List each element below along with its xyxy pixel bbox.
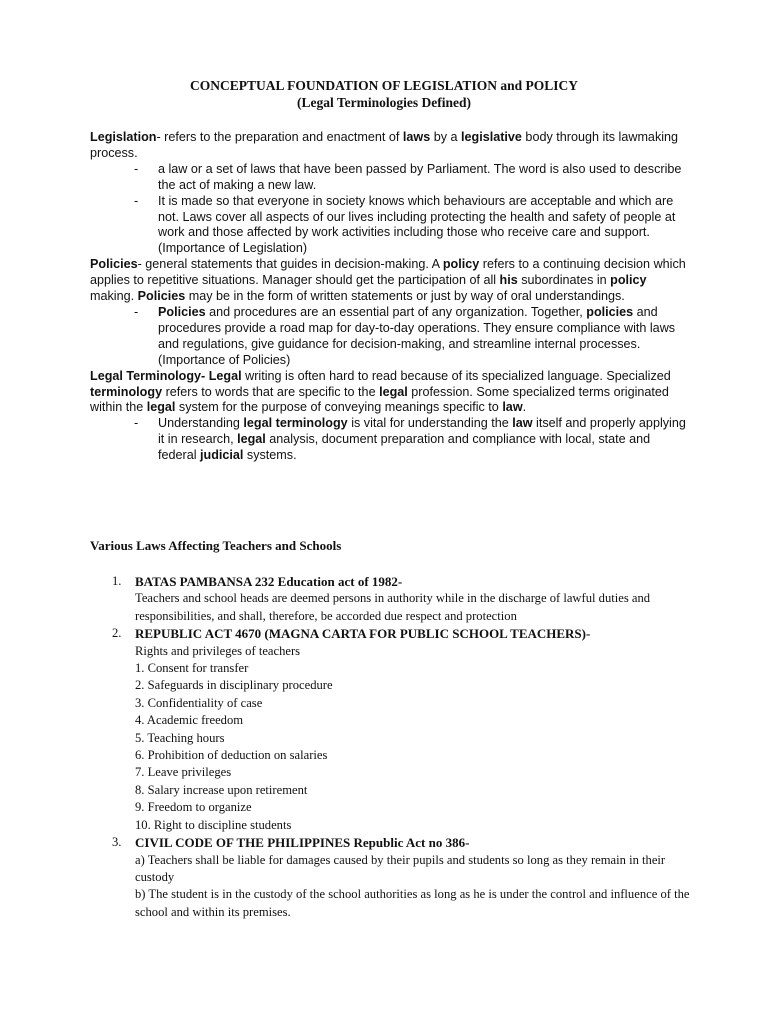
legal-terminology-term: Legal Terminology xyxy=(90,368,202,383)
rights-list xyxy=(135,660,690,834)
dash-marker: - xyxy=(134,193,139,208)
list-item: 4. Academic freedom xyxy=(135,713,244,728)
law-text: Rights and privileges of teachers xyxy=(135,643,301,658)
legislation-definition: Legislation- refers to the preparation and enactment of laws by a legislative body through its lawmaking process. xyxy=(90,130,679,160)
law-title: REPUBLIC ACT 4670 (MAGNA CARTA FOR PUBLIC SCHOOL TEACHERS)- xyxy=(135,626,591,642)
legislation-term: Legislation xyxy=(90,130,157,144)
list-item: 8. Salary increase upon retirement xyxy=(135,782,308,797)
law-item-3 xyxy=(90,834,690,921)
law-text: Teachers and school heads are deemed persons in authority while in the discharge of lawful duties and responsibilities, and shall, therefore, be accorded due respect and protection xyxy=(135,591,651,623)
dash-marker: - xyxy=(134,161,139,176)
law-number: 2. xyxy=(112,626,122,641)
legal-terminology-bullet: - Understanding legal terminology is vital for understanding the law itself and properly applying it in research, legal analysis, document preparation and compliance with local, state and federal judicial systems. xyxy=(134,416,686,463)
document-title: CONCEPTUAL FOUNDATION OF LEGISLATION and POLICY xyxy=(190,78,578,93)
list-item: 3. Confidentiality of case xyxy=(135,695,263,710)
law-text-b: b) The student is in the custody of the school authorities as long as he is under the control and influence of the school and within its premises. xyxy=(135,887,690,919)
law-title: CIVIL CODE OF THE PHILIPPINES Republic Act no 386- xyxy=(135,835,470,851)
legislation-bullet-2: - It is made so that everyone in society knows which behaviours are acceptable and which are not. Laws cover all aspects of our lives including protecting the health and safety of people at work and those affected by work activities including those who receive care and support. (Importance of Legislation) xyxy=(134,193,676,256)
list-item: 7. Leave privileges xyxy=(135,765,232,780)
dash-marker: - xyxy=(134,416,139,431)
definitions-section xyxy=(90,130,690,464)
list-item: 6. Prohibition of deduction on salaries xyxy=(135,748,328,763)
section-heading: Various Laws Affecting Teachers and Schools xyxy=(90,538,342,553)
policies-term: Policies xyxy=(90,257,138,272)
law-number: 1. xyxy=(112,574,122,588)
list-item: 10. Right to discipline students xyxy=(135,817,292,832)
dash-marker: - xyxy=(134,304,139,319)
law-title: BATAS PAMBANSA 232 Education act of 1982- xyxy=(135,574,403,589)
list-item: 5. Teaching hours xyxy=(135,730,225,745)
law-text-a: a) Teachers shall be liable for damages caused by their pupils and students so long as they remain in their custody xyxy=(135,852,666,884)
law-number: 3. xyxy=(112,835,122,850)
list-item: 1. Consent for transfer xyxy=(135,661,249,676)
laws-list xyxy=(90,573,690,921)
document-subtitle: (Legal Terminologies Defined) xyxy=(297,95,471,110)
policies-bullet: - Policies and procedures are an essential part of any organization. Together, policies and procedures provide a road map for day-to-day operations. They ensure compliance with laws and regulations, give guidance for decision-making, and streamline internal processes. (Importance of Policies) xyxy=(134,304,676,367)
legal-terminology-definition: Legal Terminology- Legal writing is often hard to read because of its specialized language. Specialized terminology refers to words that are specific to the legal profession. Some specialized terms originated within the legal system for the purpose of conveying meanings specific to law. xyxy=(90,368,671,415)
policies-definition: Policies- general statements that guides in decision-making. A policy refers to a continuing decision which applies to repetitive situations. Manager should get the participation of all his subordinates in policy making. Policies may be in the form of written statements or just by way of oral understandings. xyxy=(90,257,686,304)
list-item: 9. Freedom to organize xyxy=(135,800,252,815)
legislation-bullet-1: - a law or a set of laws that have been passed by Parliament. The word is also used to describe the act of making a new law. xyxy=(134,161,682,192)
list-item: 2. Safeguards in disciplinary procedure xyxy=(135,678,333,693)
law-item-1 xyxy=(90,573,690,625)
law-item-2 xyxy=(90,625,690,834)
